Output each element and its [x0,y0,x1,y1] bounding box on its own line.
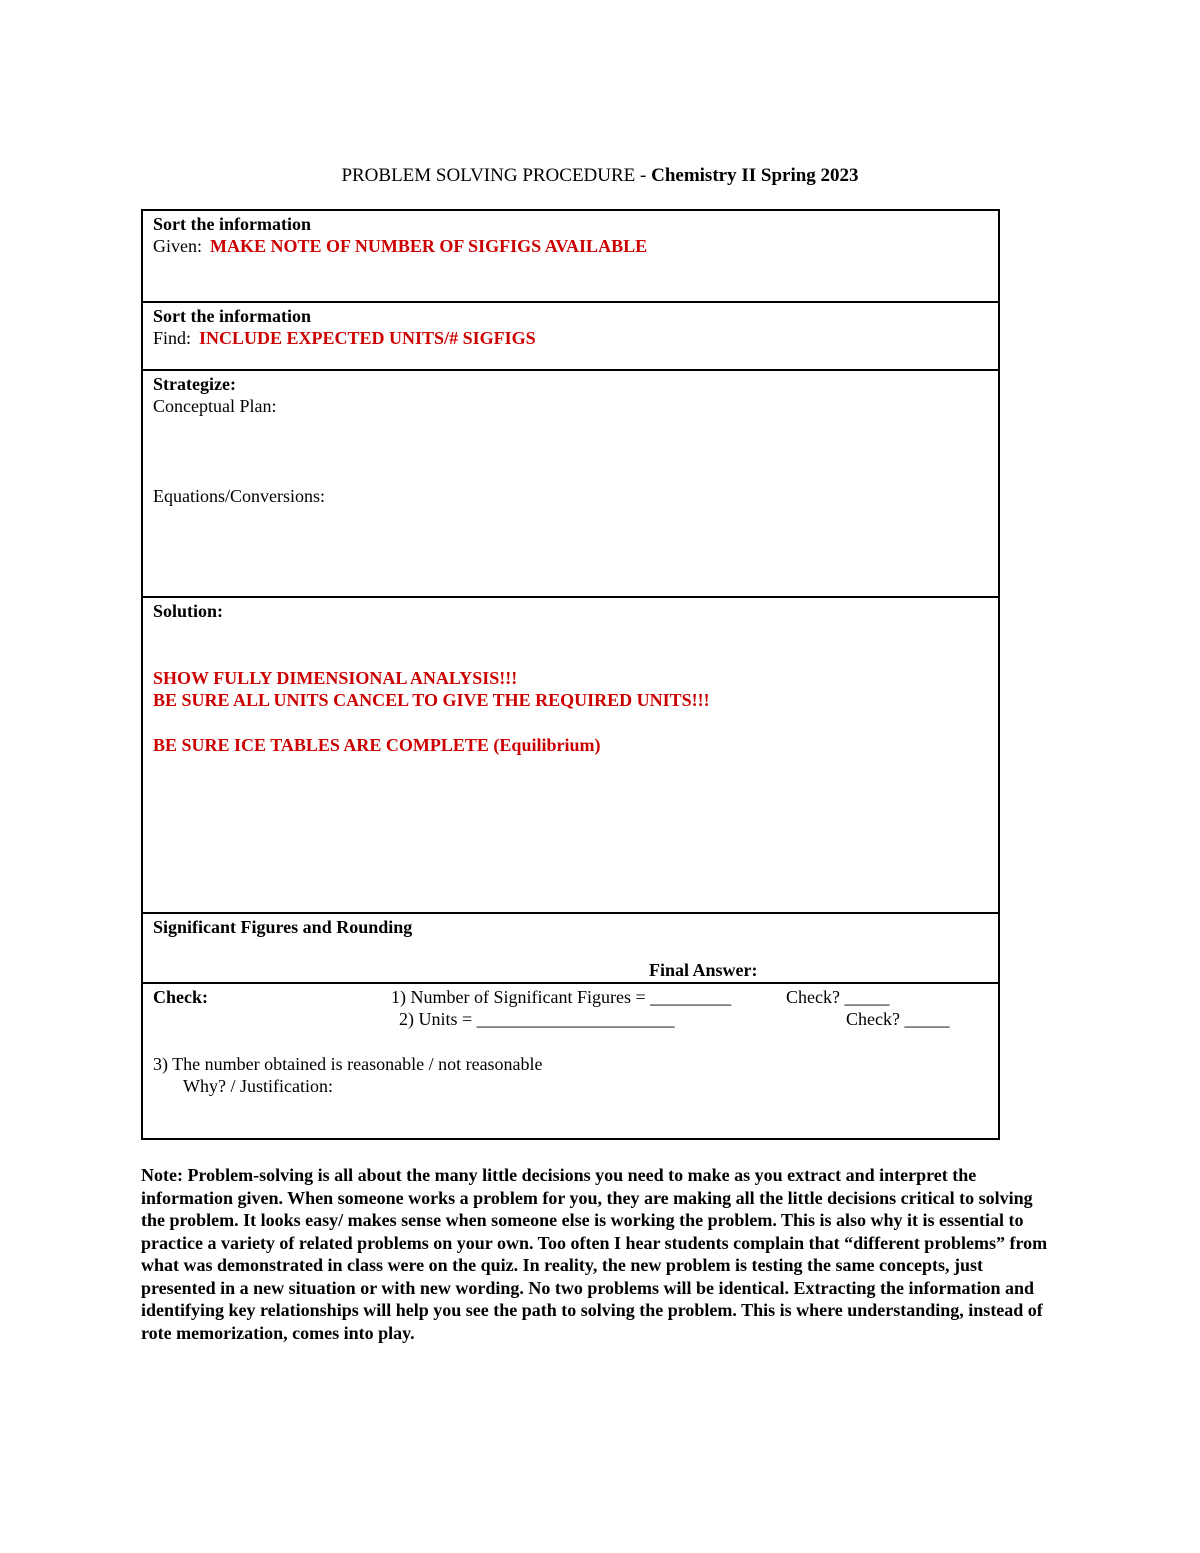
find-instruction: INCLUDE EXPECTED UNITS/# SIGFIGS [199,328,536,348]
find-section [143,303,998,371]
given-instruction: MAKE NOTE OF NUMBER OF SIGFIGS AVAILABLE [210,236,648,256]
find-header: Sort the information [153,306,311,326]
sigfig-header: Significant Figures and Rounding [153,917,413,937]
title-main: PROBLEM SOLVING PROCEDURE - [341,165,652,186]
conceptual-plan-label: Conceptual Plan: [153,396,277,416]
given-label: Given: [153,236,202,256]
sigfig-section [143,914,998,984]
solution-section [143,598,998,914]
units-field: 2) Units = ______________________ [399,1009,675,1029]
check-header: Check: [153,987,208,1007]
final-answer-label: Final Answer: [649,960,758,980]
given-section [143,211,998,303]
note-paragraph: Note: Problem-solving is all about the many little decisions you need to make as you extract and interpret the information given. When someone works a problem for you, they are making all the little decisions critical to solving the problem. It looks easy/ makes sense when someone else is working the problem. This is also why it is essential to practice a variety of related problems on your own. Too often I hear students complain that “different problems” from what was demonstrated in class were on the quiz. In reality, the new problem is testing the same concepts, just presented in a new situation or with new wording. No two problems will be identical. Extracting the information and identifying key relationships will help you see the path to solving the problem. This is where understanding, instead of rote memorization, comes into play. [141,1165,1048,1343]
page-title [0,163,1200,189]
title-course: Chemistry II Spring 2023 [651,165,859,186]
strategize-section [143,371,998,598]
reasonable-statement: 3) The number obtained is reasonable / not reasonable [153,1054,543,1074]
check-section [143,984,998,1140]
solution-instruction-3: BE SURE ICE TABLES ARE COMPLETE (Equilibrium) [153,735,601,755]
given-header: Sort the information [153,214,311,234]
solution-header: Solution: [153,601,224,621]
units-check-field: Check? _____ [846,1009,950,1029]
procedure-form [141,209,1000,1140]
sigfig-check-field: Check? _____ [786,987,890,1007]
solution-instruction-1: SHOW FULLY DIMENSIONAL ANALYSIS!!! [153,668,518,688]
equations-label: Equations/Conversions: [153,486,325,506]
solution-instruction-2: BE SURE ALL UNITS CANCEL TO GIVE THE REQUIRED UNITS!!! [153,690,710,710]
sigfig-count-field: 1) Number of Significant Figures = _________ [391,987,732,1007]
strategize-header: Strategize: [153,374,236,394]
find-label: Find: [153,328,192,348]
justification-label: Why? / Justification: [183,1076,333,1096]
